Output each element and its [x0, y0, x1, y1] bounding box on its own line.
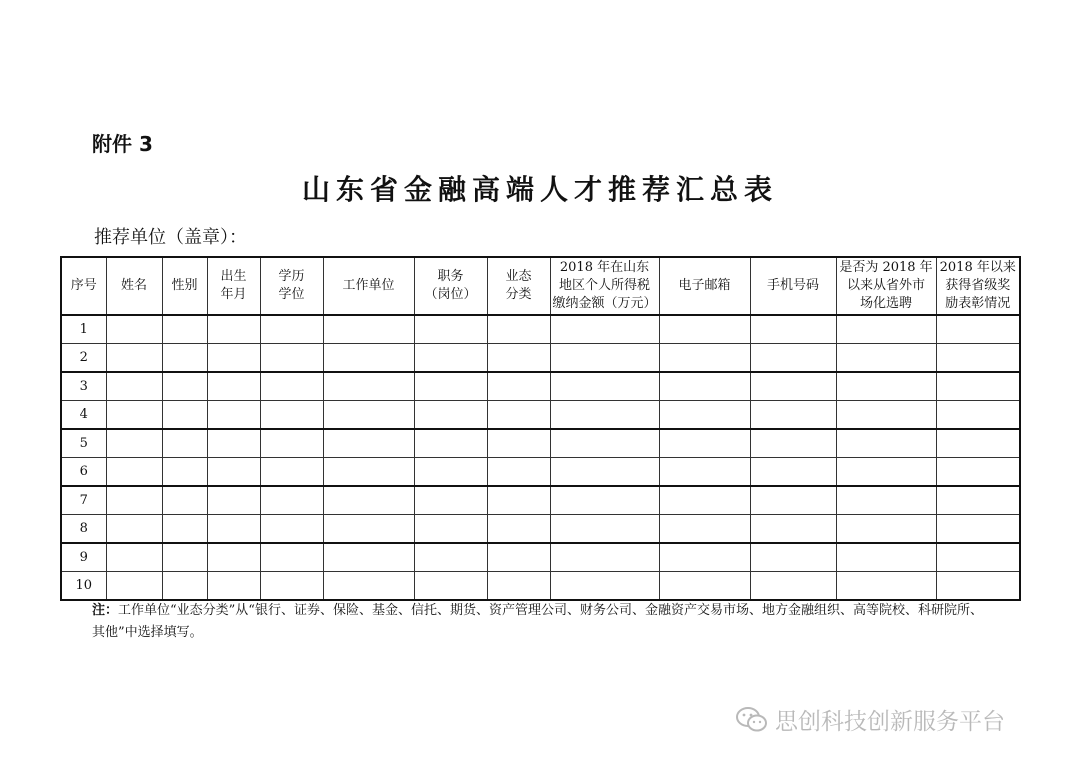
table-cell [323, 572, 414, 601]
table-cell [323, 486, 414, 515]
header-external-hire: 是否为 2018 年 以来从省外市 场化选聘 [836, 257, 936, 315]
table-cell [260, 458, 323, 487]
table-cell [207, 315, 260, 344]
table-cell [207, 372, 260, 401]
table-cell [659, 458, 750, 487]
table-cell [207, 344, 260, 373]
row-number: 8 [61, 515, 106, 544]
table-cell [750, 315, 836, 344]
row-number: 4 [61, 401, 106, 430]
table-cell [414, 429, 487, 458]
table-cell [162, 572, 207, 601]
header-employer: 工作单位 [323, 257, 414, 315]
table-cell [750, 543, 836, 572]
table-cell [414, 372, 487, 401]
table-cell [487, 458, 550, 487]
table-cell [659, 486, 750, 515]
table-cell [414, 543, 487, 572]
table-cell [487, 344, 550, 373]
table-cell [550, 372, 659, 401]
table-cell [750, 486, 836, 515]
header-position: 职务 （岗位） [414, 257, 487, 315]
table-cell [550, 486, 659, 515]
table-cell [659, 344, 750, 373]
table-cell [162, 515, 207, 544]
table-cell [836, 429, 936, 458]
table-cell [260, 572, 323, 601]
table-cell [414, 344, 487, 373]
table-cell [750, 344, 836, 373]
table-cell [836, 344, 936, 373]
table-cell [106, 458, 162, 487]
document-title: 山东省金融高端人才推荐汇总表 [301, 173, 778, 206]
summary-table [60, 256, 1021, 601]
table-cell [487, 486, 550, 515]
table-cell [936, 486, 1020, 515]
table-cell [162, 543, 207, 572]
table-cell [659, 315, 750, 344]
header-birth: 出生 年月 [207, 257, 260, 315]
row-number: 7 [61, 486, 106, 515]
wechat-icon [735, 706, 769, 734]
row-number: 1 [61, 315, 106, 344]
table-row [61, 401, 1020, 430]
table-cell [106, 401, 162, 430]
header-business-type: 业态 分类 [487, 257, 550, 315]
table-cell [750, 429, 836, 458]
table-cell [836, 486, 936, 515]
table-row [61, 344, 1020, 373]
table-cell [750, 401, 836, 430]
table-cell [550, 315, 659, 344]
table-cell [936, 572, 1020, 601]
table-cell [836, 458, 936, 487]
table-cell [260, 486, 323, 515]
table-cell [936, 515, 1020, 544]
table-cell [260, 429, 323, 458]
table-cell [260, 315, 323, 344]
table-cell [106, 543, 162, 572]
table-cell [659, 515, 750, 544]
table-cell [659, 572, 750, 601]
table-cell [106, 344, 162, 373]
watermark-text: 思创科技创新服务平台 [775, 709, 1005, 735]
table-cell [414, 515, 487, 544]
table-cell [487, 315, 550, 344]
table-cell [836, 543, 936, 572]
table-cell [936, 401, 1020, 430]
table-cell [659, 543, 750, 572]
table-cell [162, 429, 207, 458]
row-number: 6 [61, 458, 106, 487]
table-row [61, 429, 1020, 458]
table-cell [106, 515, 162, 544]
table-cell [836, 401, 936, 430]
note-text: 工作单位“业态分类”从“银行、证券、保险、基金、信托、期货、资产管理公司、财务公司、金融资产交易市场、地方金融组织、高等院校、科研院所、其他”中选择填写。 [92, 603, 983, 640]
table-cell [207, 515, 260, 544]
table-cell [487, 429, 550, 458]
table-cell [414, 572, 487, 601]
table-cell [106, 315, 162, 344]
table-cell [323, 315, 414, 344]
table-cell [487, 515, 550, 544]
table-cell [106, 372, 162, 401]
table-cell [414, 315, 487, 344]
table-cell [323, 429, 414, 458]
table-row [61, 543, 1020, 572]
table-cell [106, 429, 162, 458]
table-header-row [61, 257, 1020, 315]
row-number: 3 [61, 372, 106, 401]
row-number: 2 [61, 344, 106, 373]
header-mobile: 手机号码 [750, 257, 836, 315]
table-cell [936, 429, 1020, 458]
table-cell [162, 315, 207, 344]
table-cell [659, 401, 750, 430]
table-row [61, 458, 1020, 487]
table-cell [659, 372, 750, 401]
table-cell [162, 458, 207, 487]
table-cell [550, 515, 659, 544]
watermark [735, 703, 1005, 736]
header-gender: 性别 [162, 257, 207, 315]
table-cell [750, 572, 836, 601]
table-cell [487, 372, 550, 401]
table-cell [659, 429, 750, 458]
header-education: 学历 学位 [260, 257, 323, 315]
note-prefix: 注： [92, 603, 119, 618]
table-cell [106, 572, 162, 601]
row-number: 5 [61, 429, 106, 458]
table-cell [207, 543, 260, 572]
table-cell [414, 486, 487, 515]
header-seq: 序号 [61, 257, 106, 315]
table-cell [750, 372, 836, 401]
table-cell [323, 344, 414, 373]
table-cell [487, 401, 550, 430]
table-row [61, 315, 1020, 344]
table-cell [550, 401, 659, 430]
table-cell [260, 543, 323, 572]
table-cell [414, 458, 487, 487]
header-name: 姓名 [106, 257, 162, 315]
table-cell [936, 372, 1020, 401]
table-cell [207, 572, 260, 601]
table-cell [550, 572, 659, 601]
table-cell [260, 515, 323, 544]
header-awards: 2018 年以来 获得省级奖 励表彰情况 [936, 257, 1020, 315]
table-cell [550, 429, 659, 458]
row-number: 9 [61, 543, 106, 572]
table-cell [207, 458, 260, 487]
table-cell [836, 315, 936, 344]
table-cell [836, 572, 936, 601]
table-cell [936, 543, 1020, 572]
recommending-unit-label: 推荐单位（盖章）： [94, 227, 247, 248]
header-email: 电子邮箱 [659, 257, 750, 315]
table-cell [750, 458, 836, 487]
table-cell [414, 401, 487, 430]
table-cell [936, 344, 1020, 373]
table-cell [207, 429, 260, 458]
header-tax-amount: 2018 年在山东 地区个人所得税 缴纳金额（万元） [550, 257, 659, 315]
table-cell [936, 315, 1020, 344]
table-cell [550, 543, 659, 572]
table-cell [106, 486, 162, 515]
table-row [61, 515, 1020, 544]
table-cell [323, 372, 414, 401]
table-cell [750, 515, 836, 544]
table-cell [260, 344, 323, 373]
row-number: 10 [61, 572, 106, 601]
table-cell [323, 543, 414, 572]
table-row [61, 572, 1020, 601]
table-cell [162, 486, 207, 515]
table-cell [323, 401, 414, 430]
table-cell [836, 372, 936, 401]
table-row [61, 372, 1020, 401]
table-row [61, 486, 1020, 515]
table-cell [836, 515, 936, 544]
table-cell [207, 486, 260, 515]
table-cell [162, 344, 207, 373]
table-cell [162, 401, 207, 430]
table-cell [487, 543, 550, 572]
table-cell [323, 458, 414, 487]
table-cell [550, 458, 659, 487]
table-cell [162, 372, 207, 401]
table-note [92, 600, 992, 644]
table-cell [550, 344, 659, 373]
table-cell [260, 401, 323, 430]
table-cell [260, 372, 323, 401]
attachment-label: 附件 3 [92, 132, 153, 156]
table-cell [936, 458, 1020, 487]
table-cell [487, 572, 550, 601]
table-cell [323, 515, 414, 544]
table-cell [207, 401, 260, 430]
